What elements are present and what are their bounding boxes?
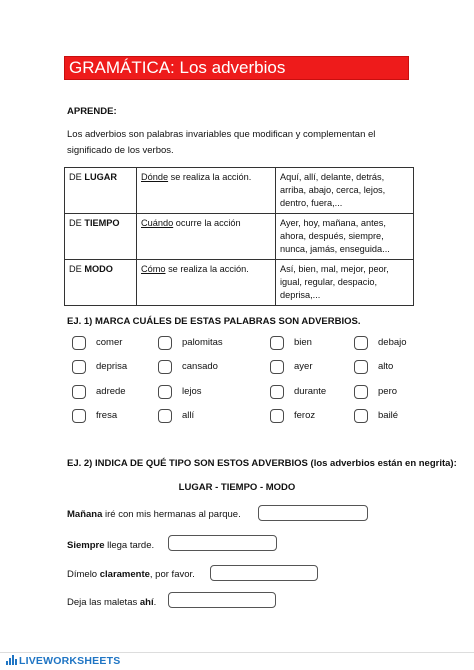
question-cell: Dónde se realiza la acción. xyxy=(137,168,276,214)
table-row-lugar xyxy=(65,168,414,214)
checkbox[interactable] xyxy=(158,336,172,350)
option-label: lejos xyxy=(182,386,202,397)
type-cell: DE LUGAR xyxy=(65,168,137,214)
checkbox[interactable] xyxy=(270,409,284,423)
liveworksheets-logo-icon xyxy=(6,655,17,665)
answer-field-4[interactable] xyxy=(168,592,276,608)
checkbox[interactable] xyxy=(158,409,172,423)
checkbox[interactable] xyxy=(72,385,86,399)
checkbox[interactable] xyxy=(270,336,284,350)
checkbox[interactable] xyxy=(354,336,368,350)
checkbox[interactable] xyxy=(72,336,86,350)
checkbox[interactable] xyxy=(354,409,368,423)
answer-field-3[interactable] xyxy=(210,565,318,581)
categories-line: LUGAR - TIEMPO - MODO xyxy=(178,482,296,493)
examples-cell: Ayer, hoy, mañana, antes, ahora, después, siempre, nunca, jamás, enseguida... xyxy=(276,214,414,260)
option-label: fresa xyxy=(96,410,118,421)
answer-field-2[interactable] xyxy=(168,535,277,551)
question-cell: Cómo se realiza la acción. xyxy=(137,260,276,306)
checkbox[interactable] xyxy=(354,385,368,399)
worksheet-title: GRAMÁTICA: Los adverbios xyxy=(64,56,409,80)
aprende-paragraph: Los adverbios son palabras invariables que modifican y complementan el significado de los verbos. xyxy=(67,129,376,156)
ej2-heading: EJ. 2) INDICA DE QUÉ TIPO SON ESTOS ADVERBIOS (los adverbios están en negrita): xyxy=(67,458,457,469)
option-label: bien xyxy=(294,337,312,348)
liveworksheets-logo xyxy=(6,655,120,667)
option-label: cansado xyxy=(182,361,218,372)
option-label: alto xyxy=(378,361,394,372)
checkbox[interactable] xyxy=(158,385,172,399)
checkbox[interactable] xyxy=(354,360,368,374)
option-label: deprisa xyxy=(96,361,128,372)
table-row-modo xyxy=(65,260,414,306)
aprende-heading: APRENDE: xyxy=(67,106,117,117)
option-label: allí xyxy=(182,410,195,421)
examples-cell: Aquí, allí, delante, detrás, arriba, abajo, cerca, lejos, dentro, fuera,... xyxy=(276,168,414,214)
footer-divider xyxy=(0,652,474,653)
option-label: ayer xyxy=(294,361,313,372)
option-label: palomitas xyxy=(182,337,223,348)
checkbox[interactable] xyxy=(158,360,172,374)
answer-field-1[interactable] xyxy=(258,505,368,521)
option-label: debajo xyxy=(378,337,407,348)
option-label: feroz xyxy=(294,410,316,421)
examples-cell: Así, bien, mal, mejor, peor, igual, regular, despacio, deprisa,... xyxy=(276,260,414,306)
checkbox[interactable] xyxy=(270,385,284,399)
option-label: pero xyxy=(378,386,398,397)
option-label: durante xyxy=(294,386,327,397)
ej1-heading: EJ. 1) MARCA CUÁLES DE ESTAS PALABRAS SON ADVERBIOS. xyxy=(67,316,361,327)
option-label: comer xyxy=(96,337,123,348)
type-cell: DE TIEMPO xyxy=(65,214,137,260)
adverb-types-table xyxy=(64,167,414,306)
type-cell: DE MODO xyxy=(65,260,137,306)
option-label: adrede xyxy=(96,386,126,397)
option-label: bailé xyxy=(378,410,399,421)
sentence-3: Dímelo claramente, por favor. xyxy=(67,569,195,580)
sentence-1: Mañana iré con mis hermanas al parque. xyxy=(67,509,241,520)
checkbox[interactable] xyxy=(270,360,284,374)
question-cell: Cuándo ocurre la acción xyxy=(137,214,276,260)
table-row-tiempo xyxy=(65,214,414,260)
sentence-4: Deja las maletas ahí. xyxy=(67,597,157,608)
sentence-2: Siempre llega tarde. xyxy=(67,540,155,551)
checkbox[interactable] xyxy=(72,360,86,374)
brand-name: LIVEWORKSHEETS xyxy=(19,655,121,667)
checkbox[interactable] xyxy=(72,409,86,423)
